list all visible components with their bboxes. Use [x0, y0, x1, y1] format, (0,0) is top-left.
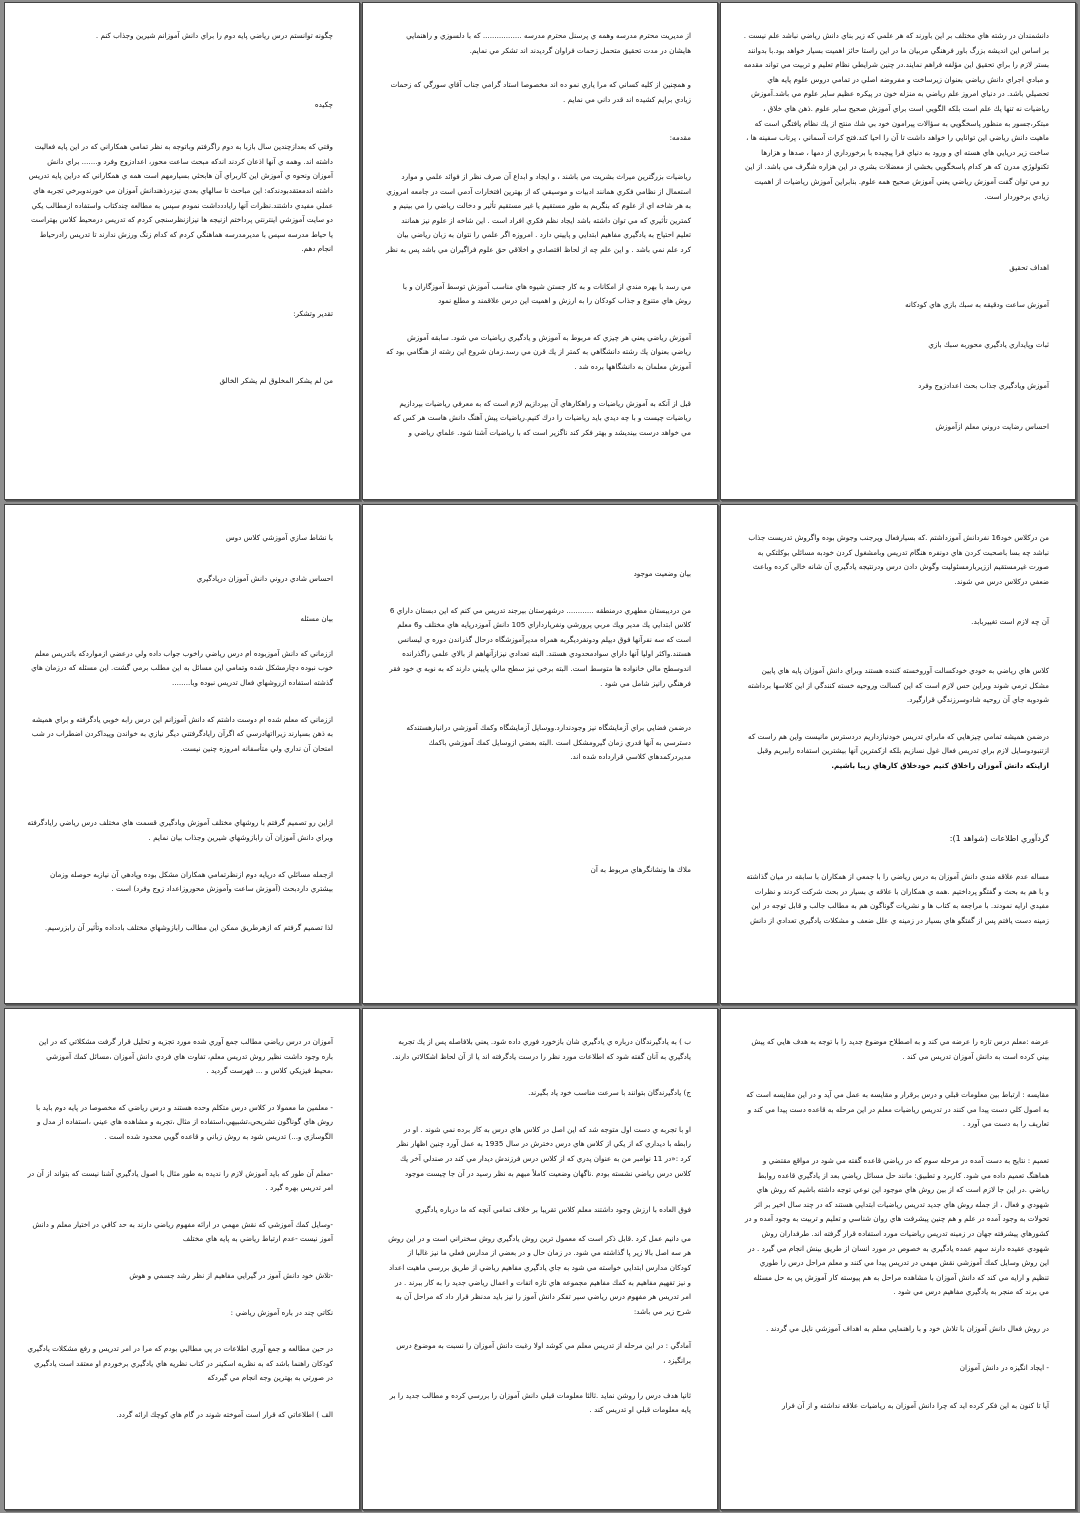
list-item: آموزش ساعت ودقيقه به سبك بازي هاي كودكانه	[905, 299, 1049, 309]
page-paragraph: احساس شادي دروني دانش آموزان درپادگيري	[196, 573, 333, 583]
page-paragraph: درضمن فضايي براي آزمايشگاه نيز وجودندارد.ووسايل آزمايشگاه وكمك آموزشي درانبارهستندكه دسترسي به آنها قدري زمان گيرومشكل است .البته بعضي ازوسايل كمك آموزشي باكمك مديردركمدهاي كلاسي قرارداده شده اند.	[406, 723, 691, 762]
page-paragraph: - معلمين ما معمولا در كلاس درس متكلم وحده هستند و درس رياضي كه مخصوصا در پايه دوم بايد با روش هاي گوناگون تشريحي،تشبيهي،استفاده از مثال ،تجربه و مشاهده هاي عيني ،استفاده از مدل و الگوسازي و...) تدريس شود به روش زباني و قاعده گويي محدود شده است .	[35, 1102, 333, 1141]
page-paragraph: اززماني كه معلم شده ام دوست داشتم كه دانش آموزانم اين درس رابه خوبي يادگرفته و براي هميشه به ذهن بسپارند زيرااتهادرسي كه اگرآن رايادگرفتني ديگر نيازي به خواندن وپيداكردن اضطراب در شب امتحان آن نداري ولي متأسفانه امروزه چنين نيست.	[31, 714, 333, 753]
section-heading: گردآوري اطلاعات (شواهد 1):	[949, 833, 1049, 843]
page-thumbnail-5[interactable]	[362, 504, 718, 1004]
page-paragraph: مساله عدم علاقه مندي دانش آموزان به درس رياضي را با جمعي از همكاران با سابقه در ميان گذاشته و با هم به بحث و گفتگو پرداختيم .همه ي همكاران با علاقه ي بسيار در بحث شركت كردند و نظرات مفيدي ارايه نمودند. با مراجعه به كتاب ها و نشريات گوناگون هم به مطالب جالب و قابل توجه در اين زمينه دست يافتم پس از گفتگو هاي بسيار در زمينه ي علل ضعف و مشكلات يادگيري تعدادي از دانش	[746, 872, 1049, 925]
page-paragraph: اززماني كه دانش آموزبوده ام درس رياضي راخوب جواب داده ولي درعضي ازمواردكه باتدريس معلم خوب نبوده دچارمشكل شده وتمامي اين مسائل به اين مطلب برمي گشت. اين مسئله كه درزمان هاي گذشته استفاده ازروشهاي فعال تدريس نبوده وبا........	[31, 648, 333, 687]
page-thumbnail-8[interactable]	[362, 1008, 718, 1510]
page-paragraph: قبل از آنكه به آموزش رياضيات و راهكارهاي آن بپردازيم لازم است كه به معرفي رياضيات بپردازيم رياضيات چيست و با چه ديدي بايد رياضيات را درك كنيم.رياضيات پيش آهنگ دانش هاست هر كس كه مي خواهد درست بينديشد و بهتر فكر كند ناگزير است كه با رياضيات آشنا شود. علماي رياضي و	[393, 398, 691, 437]
section-heading: نكاتي چند در باره آموزش رياضي :	[230, 1307, 333, 1317]
page-paragraph: رياضيات بزرگترين ميراث بشريت مي باشند ، و ايجاد و ابداع آن صرف نظر از فوائد علمي و موارد استعمال از نظامي فكري همانند ادبيات و موسيقي كه از بهترين افتخارات آدمي است در جامعه امروزي به هر شاخه اي از علوم كه بنگريم به طور مستقيم يا غير مستقيم تأثير و دخالت رياضي را مي بينيم و كمترين تأثيري كه مي توان داشته باشد ايجاد نظم فكري افراد است . اين شاخه از علوم نيز همانند تعليم احتياج به يادگيري مفاهيم ابتدايي و پاييني دارد . امروزه اگر علمي را نتوان به زبان رياضي بيان كرد علم نمي باشد . و اين علم چه از لحاظ اقتصادي و اخلاقي حق علوم فراگيران مي باشد پس به نظر	[386, 171, 691, 254]
page-paragraph: درضمن هميشه تمامي چيزهايي كه مابراي تدريس خودنيازداريم دردسترس مانيست واين هم راست كه ازتنبودوسايل لازم براي تدريس فعال غول نسازيم بلكه ازكمترين آنها بيشترين استفاده راببريم وقبل	[748, 731, 1049, 756]
section-heading: بيان مسئله	[300, 614, 333, 624]
page-thumbnail-4[interactable]	[720, 504, 1076, 1004]
page-paragraph: -معلم آن طور كه بايد آموزش لازم را نديده به طور مثال با اصول يادگيري آشنا نيست كه بتواند از آن در امر تدريس بهره گيرد .	[27, 1168, 333, 1193]
page-paragraph: دانشمندان در رشته هاي مختلف بر اين باورند كه هر علمي كه زير بناي دانش رياضي نباشد علم نيست . بر اساس اين انديشه بزرگ باور فرهنگي مربيان ما در اين راستا حائز اهميت بسيار خواهد بود.با بدوانند بستر لازم را براي تحقيق اين مؤلفه فراهم نمايند.در چنين شرايطي نظام تعليم و تربيت مي تواند مقدمه و مبادي اجراي دانش رياضي بعنوان زيرساخت و مفروضه اصلي در تمامي دروس علوم پايه هاي تحصيلي باشد. در دنياي امروز علم رياضي به منزله خون در پيكره عظيم ساير علوم مي باشد.آموزش رياضيات نه تنها يك علم است بلكه الگويي است براي آموزش صحيح ساير علوم .ذهن هاي خلاق ، مبتكر،جسور به منظور پاسخگويي به سؤالات پيرامون خود بي شك منتج از يك نظام يافتگي است كه ماهيت دانش رياضي اين توانايي را خواهد داشت تا آن را احيا كند.فتح كرات آسماني ، پرتاب سفينه ها ، ساخت زير دريايي هاي هسته اي و ورود به دنياي فرا پيچيده با برخورداري از دمها ، صدها و هزارها تكنولوژي مدرن كه هر كدام پاسخگويي بخشي از معضلات بشري در اين هزاره شگرف مي باشد. از اين رو مي توان گفت آموزش رياضي يعني آموزش صحيح همه علوم. بنابراين آموزش رياضيات از اهميت زيادي برخوردار است.	[743, 31, 1049, 201]
page-paragraph: ج) يادگيرندگان بتوانند با سرعت مناسب خود ياد بگيرند.	[528, 1088, 691, 1098]
page-paragraph: -وسايل كمك آموزشي كه نقش مهمي در ارائه مفهوم رياضي دارند به حد كافي در اختيار معلم و دانش آموز نيست -عدم ارتباط رياضي به پايه هاي مختلف	[32, 1219, 333, 1244]
section-heading: ملاك ها ونشانگرهاي مربوط به آن	[590, 864, 691, 874]
page-paragraph: - ايجاد انگيزه در دانش آموزان	[959, 1362, 1049, 1372]
page-paragraph: ازاين رو تصميم گرفتم با روشهاي مختلف آموزش ويادگيري قسمت هاي مختلف درس رياضي رايادگرفته وبراي دانش آموزان آن رابازوشهاي شيرين وجذاب بيان نمايم .	[27, 818, 333, 842]
page-paragraph: مقايسه : ارتباط بين معلومات قبلي و درس برقرار و مقايسه به عمل مي آيد و در اين مقايسه است كه به اصول كلي دست پيدا مي كنند در تدريس رياضيات معلم در اين مرحله به قاعده دست پيدا مي كند و تعاريف را به دست مي آورد .	[746, 1090, 1049, 1129]
page-paragraph: در روش فعال دانش آموزان با تلاش خود و با راهنمايي معلم به اهداف آموزشي نايل مي گردند .	[765, 1323, 1049, 1333]
page-thumbnail-2[interactable]	[362, 2, 718, 500]
page-paragraph: آموزان در درس رياضي مطالب جمع آوري شده مورد تجزيه و تحليل قرار گرفت مشكلاتي كه در اين باره وجود داشت نظير روش تدريس معلم، تفاوت هاي فردي دانش آموزان ،مسائل كمك آموزشي ،محيط فيزيكي كلاس و ... فهرست گرديد .	[38, 1037, 333, 1076]
page-paragraph: ب ) به يادگيرندگان درباره ي يادگيري شان بازخورد فوري داده شود. يعني بلافاصله پس از يك تجربه يادگيري به آنان گفته شود كه اطلاعات مورد نظر را درست يادگرفته اند يا از آن لحاظ اشكالاتي دارند.	[392, 1037, 691, 1061]
section-heading: بيان وضعيت موجود	[633, 569, 691, 578]
page-paragraph: كلاس هاي رياضي به خودي خودكسالت آوروخسته كننده هستند وبراي دانش آموزان پايه هاي پايين مشكل ترمي شوند وبراين حس لازم است كه اين كسالت وروحيه خسته كنندگي از اين كلاسها برداشته شودوبه جاي آن روحيه شادوسرزندگي قرارگيرد.	[747, 665, 1049, 705]
list-item: ثبات وپايداري يادگيري محوربه سبك بازي	[928, 340, 1049, 350]
page-paragraph: مي دانيم عمل كرد .قابل ذكر است كه معمول ترين روش يادگيري روش سخنراني است و در اين روش هر سه اصل بالا زير پا گذاشته مي شود. در زمان حال و در بعضي از مدارس فعلي ما نيز غالبا از كودكان مدارس ابتدايي خواسته مي شود به جاي يادگيري مفاهيم رياضي از طريق بررسي ماهيت اعداد و نيز تفهيم مفاهيم به كمك مفاهيم مجموعه هاي تازه اتفات و اعمال رياضي جديد را به كار ببرند . در امر تدريس هر مفهوم درس رياضي سير تفكر دانش آموز را نيز بايد مدنظر قرار داد كه مراحل آن به شرح زير مي باشد:	[388, 1233, 691, 1316]
page-paragraph: من دركلاس خود16 نفردانش آموزداشتم .كه بسيارفعال وپرجنب وجوش بوده واگروش تدريست جذاب نباشد چه بسا باصحبت كردن هاي دونفره هنگام تدريس وبامشغول كردن خودبه مسائلي بوكلتكي به صورت غيرمستقيم اززيربارمسئوليت وگوش دادن درس ودرنتيجه يادگيري آن شانه خالي كرده وباعث ضعفي دركلاس درس مي شوند.	[748, 533, 1049, 586]
list-item: آموزش ويادگيري جذاب بحث اعدادزوج وفرد	[918, 380, 1049, 390]
page-paragraph: الف ) اطلاعاتي كه قرار است آموخته شوند در گام هاي كوچك ارائه گردد.	[116, 1409, 333, 1419]
page-paragraph: من لم يشكر المخلوق لم يشكر الخالق	[219, 375, 333, 385]
page-paragraph: تعميم : نتايج به دست آمده در مرحله سوم كه در رياضي قاعده گفته مي شود در مواقع مقتضي و هماهنگ تعميم داده مي شود. كاربرد و تطبيق: مانند حل مسائل رياضي بعد از يادگيري قاعده روابط رياضي .در اين جا لازم است كه از بين روش هاي موجود اين نوعي توجه داشته باشيم كه روش هاي شهودي و فعال ، از جمله روش هاي جديد تدريس رياضيات ابتدايي هستند كه در چند سال اخير بر اثر تحولات به وجود آمده در علم و هم چنين پيشرفت هاي روان شناسي و تعليم و تربيت به وجود آمده و در كشورهاي پيشرفته جهان در زمينه تدريس رياضيات مورد استفاده قرار گرفته اند. طرفداران روش شهودي عقيده دارند سهم عمده يادگيري به خصوص در مورد انسان از طريق بينش انجام مي گيرد . در اين روش وسايل كمك آموزشي نقش مهمي در تدريس پيدا مي كنند و معلم مراحل درس را طوري تنظيم و ارايه مي كند كه دانش آموزان با مشاهده مراحل به هم پيوسته كار آموزش پي به حل مسئله مي برند كه منجر به يادگيري مفاهيم درس مي شود .	[744, 1155, 1049, 1297]
page-paragraph: ثانيا هدف درس را روشن نمايد .ثالثا معلومات قبلي دانش آموزان را بررسي كرده و مطالب جديد را بر پايه معلومات قبلي او تدريس كند .	[389, 1390, 691, 1415]
page-paragraph: من درديبستان مطهري درمنطقه ............ درشهرستان بيرجند تدريس مي كنم كه اين دبستان داراي 6 كلاس ابتدايي يك مدير ويك مربي پرورشي ونفريارداراي 105 دانش آموزدرپايه هاي مختلف و6 معلم است كه سه نفرآنها فوق ديپلم ودونفرديگربه همراه مديرآموزشگاه درحال گذراندن دوره ي ليسانس هستند.واكثر اوليا آنها داراي سوادمحدودي هستند. البته تعدادي نيزازآنهاهم از بالاي علمي راگذرانده اندوسطح مالي خانواده ها متوسط است. البته برخي نيز سطح مالي پاييني دارند كه به نوبه ي خود فقر فرهنگي رانيز شامل مي شود .	[389, 605, 691, 688]
page-paragraph: فوق العاده با ارزش وجود داشتند معلم كلاس تقريبا بر خلاف تمامي آنچه كه ما درباره يادگيري	[415, 1205, 691, 1215]
page-paragraph: از مديريت محترم مدرسه وهمه ي پرسنل محترم مدرسه ................. كه با دلسوزي و راهنمايي هايشان در مدت تحقيق متحمل زحمات فراوان گرديدند اند تشكر مي نمايم.	[406, 31, 691, 55]
page-paragraph: مي رسد با بهره مندي از امكانات و به كار جستن شيوه هاي مناسب آموزش توسط آموزگاران و با روش هاي متنوع و جذاب كودكان را به ارزش و اهميت اين درس علاقمند و مطلع نمود	[402, 281, 691, 306]
section-heading: تقدير وتشكر:	[293, 308, 333, 318]
page-paragraph: عرضه :معلم درس تازه را عرضه مي كند و به اصطلاح موضوع جديد را با توجه به هدف هايي كه پيش بيني كرده است به دانش آموزان تدريس مي كند .	[751, 1037, 1049, 1061]
section-heading: چكيده	[314, 99, 333, 109]
page-paragraph: آموزش رياضي يعني هر چيزي كه مربوط به آموزش و يادگيري رياضيات مي شود. سابقه آموزش رياضي بعنوان يك رشته دانشگاهي به كمتر از يك قرن مي رسد.زمان شروع اين رشته از هنگامي بود كه آموزش معلمان به دانشگاهها برده شد .	[386, 332, 691, 371]
page-paragraph: در حين مطالعه و جمع آوري اطلاعات در پي مطالبي بودم كه مرا در امر تدريس و رفع مشكلات يادگيري كودكان راهنما باشد كه به نظريه اسكينر در كتاب نظريه هاي يادگيري برخوردم او معتقد است يادگيري در صورتي به بهترين وجه انجام مي گيردكه	[27, 1344, 333, 1383]
section-heading: اهداف تحقيق	[1009, 263, 1049, 273]
page-thumbnail-6[interactable]	[4, 504, 360, 1004]
page-thumbnail-1[interactable]	[720, 2, 1076, 500]
page-paragraph: ازاينكه دانش آموزان راخلاق كنيم خودخلاق كارهاي زيبا باشيم.	[831, 760, 1049, 770]
page-thumbnail-7[interactable]	[720, 1008, 1076, 1510]
page-paragraph: و همچنين از كليه كساني كه مرا ياري نمو ده اند مخصوصا استاد گرامي جناب آقاي سورگي كه زحمات زيادي برايم كشيده اند قدر داني مي نمايم .	[390, 80, 691, 104]
page-paragraph: وقتي كه بعدازچندين سال بازبا به دوم راگرفتم وباتوجه به نظر تمامي همكاراني كه در اين پايه فعاليت داشته اند. وهمه ي آنها اذعان كردند اندكه مبحث ساعت محور، اعدادزوج وفرد و....... براي دانش آموزان ونحوه ي آموزش اين كاربراي آن هابحثي بسيارمهم است همه ي همكاراني كه دراين پايه تدريس داشته اندمعتقدبودندكه: اين مباحث تا سالهاي بعدي نيزدرذهندانش آموزان مي خورندوبرخي تجربه هاي عملي مفيدي داشتند.نظرات آنها راياددداشت نمودم سپس به مطالعه چندكتاب واستفاده ازمطالب يكي دو سايت آموزشي اينترنتي پرداختم ازنيجه ها نيزازنظرسنجي كردم كه تدريس درمحيط كلاس بهتراست يا حياط مدرسه سپس با مديرمدرسه هماهنگي كردم كه كدام زنگ ورزش ندارند تا تدريس رادرحياط انجام دهم.	[28, 142, 333, 254]
section-heading: مقدمه:	[669, 133, 691, 143]
page-paragraph: با نشاط سازي آموزشي كلاس دوس	[225, 533, 333, 542]
page-thumbnail-3[interactable]	[4, 2, 360, 500]
page-paragraph: -تلاش خود دانش آموز در گيرايي مفاهيم از نظر رشد جسمي و هوش	[129, 1270, 333, 1280]
list-item: احساس رضايت دروني معلم ازآموزش	[935, 421, 1049, 431]
page-paragraph: ازجمله مسائلي كه درپايه دوم ازنظرتمامي همكاران مشكل بوده وپادهي آن نيازبه حوصله وزمان بيشتري داردبحث (آموزش ساعت وآموزش محوروزاعداد زوج وفرد) است .	[49, 869, 333, 894]
page-paragraph: آن چه لازم است تغييربابد.	[971, 617, 1049, 627]
page-paragraph: لذا تصميم گرفتم كه ازهرطريق ممكن اين مطالب رابازوشهاي مختلف بادداده وتأثير آن رابزرسيم.	[44, 922, 333, 932]
page-paragraph: آمادگي : در اين مرحله از تدريس معلم مي كوشد اولا رغبت دانش آموزان را نسبت به موضوع درس برانگيزد ،	[396, 1341, 691, 1365]
page-paragraph: او با تجربه ي دست اول متوجه شد كه اين اصل در كلاس هاي درس به كار برده نمي شوند . او در رابطه با ديداري كه از يكي از كلاس هاي درس دخترش در سال 1935 به عمل آورد چنين اظهار نظر كرد :«در 11 نوامبر من به عنوان پدري كه از كلاس درس فرزندش ديدار مي كند در صندلي آخر يك كلاس درس رياضي نشسته بودم .ناگهان وضعيت كاملاً مبهم به نظر رسيد در آن جا چيست موجود	[396, 1124, 691, 1178]
page-paragraph: چگونه توانستم درس رياضي پايه دوم را براي دانش آموزانم شيرين وجذاب كنم .	[95, 31, 333, 40]
page-thumbnail-9[interactable]	[4, 1008, 360, 1510]
page-paragraph: آيا تا كنون به اين فكر كرده ايد كه چرا دانش آموزان به رياضيات علاقه نداشته و از آن فرار	[781, 1401, 1049, 1411]
